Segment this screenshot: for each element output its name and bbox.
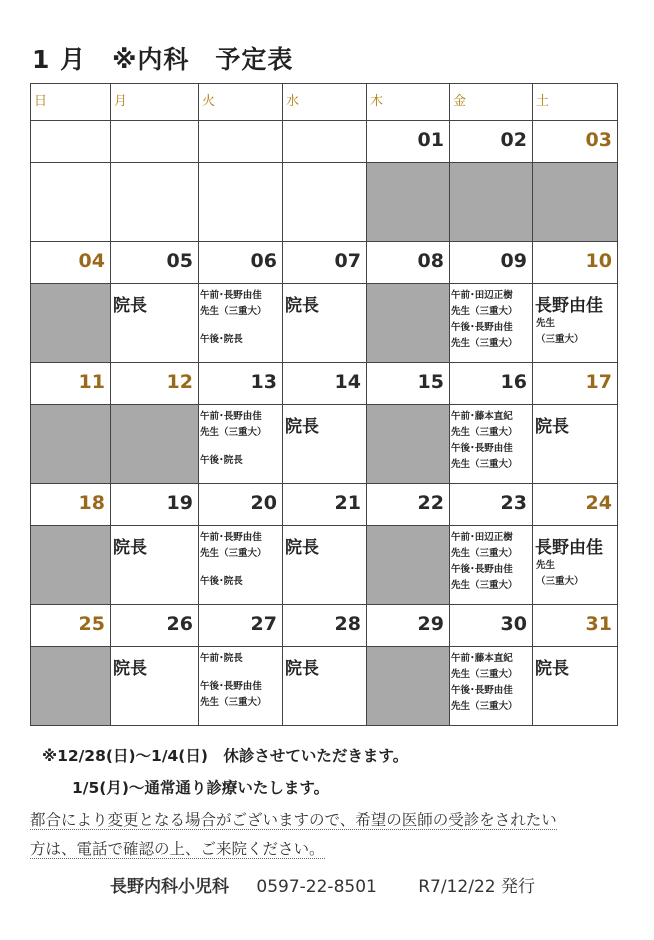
doctor-schedule-cell (199, 163, 283, 242)
date-number: 09 (500, 250, 527, 272)
clinic-name: 長野内科小児科 (110, 877, 229, 897)
date-cell (283, 484, 367, 526)
doctor-schedule-cell (533, 405, 618, 484)
date-number: 14 (334, 371, 361, 393)
doctor-schedule-cell (450, 526, 533, 605)
date-cell (283, 363, 367, 405)
date-number-row (31, 121, 618, 163)
date-cell (367, 605, 450, 647)
date-number: 10 (585, 250, 612, 272)
date-cell (533, 363, 618, 405)
doctor-schedule-cell (283, 526, 367, 605)
doctor-schedule-cell (533, 284, 618, 363)
schedule-row (31, 526, 618, 605)
date-number (31, 121, 110, 129)
notice-line-2: 方は、電話で確認の上、ご来院ください。 (30, 840, 325, 858)
closed-day-cell (31, 405, 111, 484)
doctor-entry: 午前･長野由佳 (200, 290, 262, 301)
closed-day-cell (31, 284, 111, 363)
date-cell (199, 363, 283, 405)
doctor-schedule-cell (199, 405, 283, 484)
doctor-schedule-cell (533, 647, 618, 726)
doctor-entry: 院長 (113, 659, 147, 679)
date-cell (199, 484, 283, 526)
doctor-entry: 午後･院長 (200, 576, 243, 587)
date-number: 06 (250, 250, 277, 272)
weekday-header-row (31, 84, 618, 121)
weekday-header-cell (367, 84, 450, 121)
closed-day-cell (31, 526, 111, 605)
doctor-entry: 院長 (113, 538, 147, 558)
doctor-schedule-cell (283, 647, 367, 726)
date-cell (533, 242, 618, 284)
doctor-schedule-cell (283, 405, 367, 484)
closed-day-cell (533, 163, 618, 242)
date-number: 28 (334, 613, 361, 635)
doctor-entry: 先生（三重大） (451, 548, 518, 559)
doctor-schedule-cell (111, 647, 199, 726)
doctor-entry: 午前･院長 (200, 653, 243, 664)
weekday-label: 土 (536, 94, 550, 109)
doctor-schedule-cell (111, 284, 199, 363)
holiday-note: ※12/28(日)～1/4(日) 休診させていただきます。 (42, 747, 409, 765)
date-number: 02 (500, 129, 527, 151)
doctor-schedule-cell (283, 284, 367, 363)
weekday-header-cell (450, 84, 533, 121)
date-number: 17 (585, 371, 612, 393)
weekday-label: 水 (286, 94, 300, 109)
closed-day-cell (367, 405, 450, 484)
date-number: 27 (250, 613, 277, 635)
entry-spacer (199, 441, 282, 453)
date-number: 31 (585, 613, 612, 635)
entry-spacer (199, 667, 282, 679)
date-number: 29 (417, 613, 444, 635)
doctor-entry: 先生 (536, 318, 556, 329)
doctor-entry: 院長 (113, 296, 147, 316)
doctor-entry: 院長 (285, 296, 319, 316)
weekday-label: 月 (114, 94, 128, 109)
schedule-row (31, 405, 618, 484)
doctor-entry: （三重大） (536, 334, 584, 345)
date-cell (367, 484, 450, 526)
schedule-row (31, 647, 618, 726)
date-number (283, 121, 366, 129)
date-cell (367, 242, 450, 284)
doctor-entry: 午前･藤本直紀 (451, 411, 513, 422)
date-number: 21 (334, 492, 361, 514)
doctor-entry: 午後･長野由佳 (451, 443, 513, 454)
date-cell (450, 605, 533, 647)
date-cell (283, 605, 367, 647)
date-number: 08 (417, 250, 444, 272)
doctor-entry: 午後･院長 (200, 334, 243, 345)
doctor-entry: 午前･長野由佳 (200, 532, 262, 543)
schedule-row (31, 284, 618, 363)
closed-day-cell (367, 647, 450, 726)
date-cell (199, 121, 283, 163)
date-number (199, 121, 282, 129)
doctor-entry: 午前･藤本直紀 (451, 653, 513, 664)
doctor-schedule-cell (533, 526, 618, 605)
doctor-entry: 長野由佳 (535, 538, 603, 558)
doctor-entry: 先生（三重大） (451, 459, 518, 470)
date-cell (31, 605, 111, 647)
date-cell (533, 605, 618, 647)
date-cell (283, 121, 367, 163)
doctor-entry: 先生（三重大） (200, 697, 267, 708)
page-title: 1 月 ※内科 予定表 (32, 45, 294, 74)
date-number: 05 (166, 250, 193, 272)
doctor-schedule-cell (450, 405, 533, 484)
doctor-schedule-cell (199, 647, 283, 726)
doctor-entry: 先生（三重大） (200, 548, 267, 559)
date-number: 18 (78, 492, 105, 514)
date-number: 20 (250, 492, 277, 514)
date-number: 01 (417, 129, 444, 151)
doctor-entry: 先生（三重大） (451, 580, 518, 591)
date-number: 26 (166, 613, 193, 635)
closed-day-cell (31, 647, 111, 726)
date-cell (450, 242, 533, 284)
date-cell (450, 363, 533, 405)
doctor-entry: 午後･院長 (200, 455, 243, 466)
doctor-entry: 先生（三重大） (451, 338, 518, 349)
date-cell (31, 484, 111, 526)
clinic-phone: 0597-22-8501 (256, 877, 377, 897)
weekday-label: 木 (370, 94, 384, 109)
date-cell (533, 484, 618, 526)
entry-spacer (199, 562, 282, 574)
closed-day-cell (367, 163, 450, 242)
date-number-row (31, 484, 618, 526)
weekday-header-cell (199, 84, 283, 121)
date-number: 07 (334, 250, 361, 272)
doctor-entry: 院長 (535, 417, 569, 437)
doctor-schedule-cell (450, 647, 533, 726)
doctor-entry: 午前･長野由佳 (200, 411, 262, 422)
date-cell (450, 121, 533, 163)
doctor-schedule-cell (31, 163, 111, 242)
doctor-entry: 午後･長野由佳 (451, 564, 513, 575)
weekday-header-cell (111, 84, 199, 121)
date-number: 30 (500, 613, 527, 635)
date-number-row (31, 363, 618, 405)
doctor-entry: （三重大） (536, 576, 584, 587)
weekday-header-cell (283, 84, 367, 121)
doctor-entry: 院長 (535, 659, 569, 679)
doctor-schedule-cell (199, 284, 283, 363)
weekday-label: 火 (202, 94, 216, 109)
date-number: 12 (166, 371, 193, 393)
date-cell (111, 363, 199, 405)
date-number: 22 (417, 492, 444, 514)
doctor-entry: 午前･田辺正樹 (451, 532, 513, 543)
date-cell (367, 363, 450, 405)
date-cell (199, 242, 283, 284)
doctor-entry: 先生（三重大） (451, 669, 518, 680)
weekday-label: 金 (453, 94, 467, 109)
date-number: 04 (78, 250, 105, 272)
doctor-entry: 先生（三重大） (200, 306, 267, 317)
date-number-row (31, 605, 618, 647)
doctor-entry: 午後･長野由佳 (451, 322, 513, 333)
doctor-entry: 先生（三重大） (451, 427, 518, 438)
footer (110, 872, 535, 897)
schedule-row (31, 163, 618, 242)
change-notice (30, 806, 624, 864)
closed-day-cell (450, 163, 533, 242)
date-number: 03 (585, 129, 612, 151)
closed-day-cell (367, 284, 450, 363)
date-cell (533, 121, 618, 163)
doctor-entry: 院長 (285, 659, 319, 679)
doctor-schedule-cell (111, 163, 199, 242)
doctor-entry: 院長 (285, 538, 319, 558)
doctor-entry: 長野由佳 (535, 296, 603, 316)
weekday-header-cell (31, 84, 111, 121)
date-cell (31, 363, 111, 405)
date-cell (31, 121, 111, 163)
date-number: 15 (417, 371, 444, 393)
doctor-entry: 午前･田辺正樹 (451, 290, 513, 301)
doctor-schedule-cell (283, 163, 367, 242)
doctor-entry: 院長 (285, 417, 319, 437)
closed-day-cell (111, 405, 199, 484)
date-cell (111, 484, 199, 526)
date-number (111, 121, 198, 129)
doctor-entry: 先生（三重大） (200, 427, 267, 438)
resume-note: 1/5(月)～通常通り診療いたします。 (72, 779, 330, 797)
doctor-entry: 午後･長野由佳 (200, 681, 262, 692)
date-cell (31, 242, 111, 284)
doctor-entry: 午後･長野由佳 (451, 685, 513, 696)
weekday-header-cell (533, 84, 618, 121)
date-cell (450, 484, 533, 526)
issue-date: R7/12/22 発行 (418, 877, 536, 897)
date-cell (367, 121, 450, 163)
date-cell (199, 605, 283, 647)
date-number-row (31, 242, 618, 284)
date-number: 25 (78, 613, 105, 635)
doctor-schedule-cell (450, 284, 533, 363)
doctor-schedule-cell (199, 526, 283, 605)
date-cell (111, 605, 199, 647)
date-cell (111, 242, 199, 284)
weekday-label: 日 (34, 94, 48, 109)
date-number: 13 (250, 371, 277, 393)
date-number: 16 (500, 371, 527, 393)
notice-line-1: 都合により変更となる場合がございますので、希望の医師の受診をされたい (30, 811, 557, 829)
doctor-entry: 先生 (536, 560, 556, 571)
doctor-entry: 先生（三重大） (451, 701, 518, 712)
date-number: 11 (78, 371, 105, 393)
doctor-entry: 先生（三重大） (451, 306, 518, 317)
date-cell (111, 121, 199, 163)
date-number: 24 (585, 492, 612, 514)
date-number: 23 (500, 492, 527, 514)
closed-day-cell (367, 526, 450, 605)
date-number: 19 (166, 492, 193, 514)
entry-spacer (199, 320, 282, 332)
schedule-calendar (30, 83, 618, 726)
date-cell (283, 242, 367, 284)
doctor-schedule-cell (111, 526, 199, 605)
